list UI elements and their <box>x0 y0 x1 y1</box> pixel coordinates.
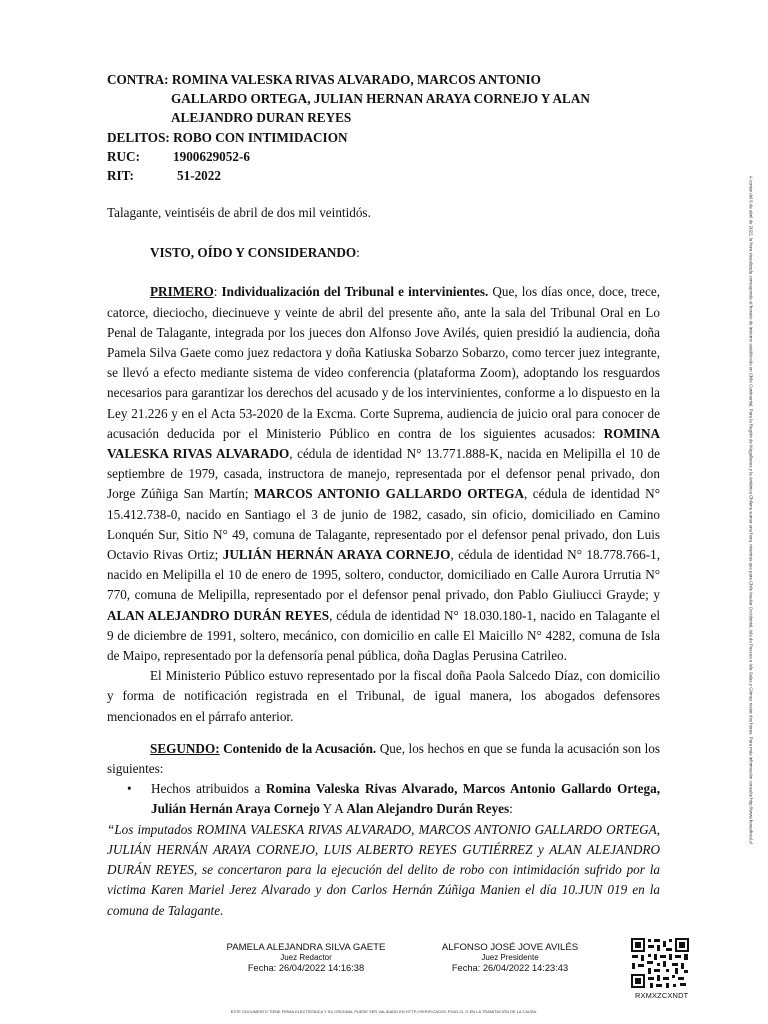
bullet-colon: : <box>509 801 513 817</box>
document-body <box>107 203 660 921</box>
list-item <box>107 779 660 819</box>
delitos-label: DELITOS: <box>107 129 170 145</box>
accused-3: JULIÁN HERNÁN ARAYA CORNEJO <box>222 547 451 563</box>
ruc-value: 1900629052-6 <box>173 148 250 164</box>
primero-title: Individualización del Tribunal e intervinientes. <box>221 284 489 300</box>
contra-line-2: GALLARDO ORTEGA, JULIAN HERNAN ARAYA CORNEJO Y ALAN <box>171 91 590 107</box>
delitos-value: ROBO CON INTIMIDACION <box>173 129 348 145</box>
segundo-paragraph <box>107 739 660 779</box>
signature-block-1 <box>216 943 396 973</box>
primero-sep: : <box>213 284 222 300</box>
signer-name: ALFONSO JOSÉ JOVE AVILÉS <box>441 942 579 953</box>
bullet-last: Alan Alejandro Durán Reyes <box>346 801 510 817</box>
signer-role: Juez Redactor <box>280 953 332 962</box>
segundo-text: Que, los hechos en que se funda la acusación son los siguientes: <box>107 740 660 777</box>
date-line: Talagante, veintiséis de abril de dos mil veintidós. <box>107 205 371 220</box>
primero-paragraph <box>107 282 660 666</box>
bullet-icon: • <box>127 781 132 797</box>
side-note-text: A contar del 5 de abril de 2022, la hora visualizada corresponde al horario de invierno establecido en Chile Continental. Para la Región de Magallanes y la Antártica Chilena sumar una hora, mientras que para Chile Insular Occidental, Isla de Pascua e Isla Salas y Gómez restar dos horas. Para más información consulte http://www.horaoficial.cl <box>748 175 754 845</box>
qr-code-icon <box>630 937 690 989</box>
primero-text-1: Que, los días once, doce, trece, catorce, dieciocho, diecinueve y veinte de abril del presente año, ante la sala del Tribunal Oral en Lo Penal de Talagante, integrada por los jueces don Alfonso Jove Avilés, quien presidió la audiencia, doña Pamela Silva Gaete como juez redactora y doña Katiuska Sobarzo Sobarzo, como tercer juez integrante, se llevó a efecto mediante sistema de video conferencia (plataforma Zoom), adoptando los resguardos necesarios para garantizar los derechos del acusado y de los intervinientes, conforme a lo dispuesto en la Ley 21.226 y en el Acta 53-2020 de la Excma. Corte Suprema, audiencia de juicio oral para conocer de acusación deducida por el Ministerio Público en contra de los siguientes acusados: <box>107 284 660 441</box>
facts-list <box>107 779 660 819</box>
bullet-names: Romina Valeska Rivas Alvarado, Marcos Antonio Gallardo Ortega, Julián Hernán Araya Cornejo <box>151 781 660 817</box>
accused-4: ALAN ALEJANDRO DURÁN REYES <box>107 607 330 623</box>
visto-text: VISTO, OÍDO Y CONSIDERANDO <box>150 245 357 261</box>
case-header <box>107 70 687 185</box>
contra-line-3: ALEJANDRO DURAN REYES <box>171 110 352 126</box>
primero-text-2: , cédula de identidad N° 13.771.888-K, nacida en Melipilla el 10 de septiembre de 1979, casada, instructora de manejo, representada por el defensor penal privado, don Jorge Zúñiga San Martín; <box>107 446 661 502</box>
visto-colon: : <box>356 245 360 261</box>
signer-name: PAMELA ALEJANDRA SILVA GAETE <box>226 942 386 953</box>
ruc-label: RUC: <box>107 148 140 164</box>
signer-role: Juez Presidente <box>481 953 539 962</box>
primero-label: PRIMERO <box>150 284 214 300</box>
rit-value: 51-2022 <box>177 168 221 184</box>
segundo-title: Contenido de la Acusación. <box>219 740 377 756</box>
signature-date: Fecha: 26/04/2022 14:23:43 <box>451 963 569 973</box>
segundo-label: SEGUNDO: <box>150 740 220 756</box>
qr-code-text: RXMXZCXNDT <box>635 991 689 1000</box>
ministerio-paragraph: El Ministerio Público estuvo representado por la fiscal doña Paola Salcedo Díaz, con domicilio y forma de notificación registrada en el Tribunal, de igual manera, los abogados defensores mencionados en el párrafo anterior. <box>107 668 660 724</box>
contra-line-1: ROMINA VALESKA RIVAS ALVARADO, MARCOS ANTONIO <box>171 72 541 87</box>
side-note <box>744 120 758 900</box>
bullet-pre: Hechos atribuidos a <box>151 781 266 797</box>
accused-1: ROMINA VALESKA RIVAS ALVARADO <box>107 425 660 462</box>
accusation-quote: “Los imputados ROMINA VALESKA RIVAS ALVARADO, MARCOS ANTONIO GALLARDO ORTEGA, JULIÁN HERNÁN ARAYA CORNEJO, LUIS ALBERTO REYES GUTIÉRREZ y ALAN ALEJANDRO DURÁN REYES, se concertaron para la ejecución del delito de robo con intimidación sufrido por la victima Karen Mariel Jerez Alvarado y don Carlos Hernán Zúñiga Manien el día 10.JUN 019 en la comuna de Talagante. <box>107 821 660 918</box>
visto-heading <box>107 243 660 263</box>
signature-date: Fecha: 26/04/2022 14:16:38 <box>247 963 365 973</box>
primero-text-4: , cédula de identidad N° 18.778.766-1, nacido en Melipilla el 10 de enero de 1995, soltero, conductor, domiciliado en Calle Aurora Urrutia N° 770, comuna de Melipilla, representado por el defensor penal privado, don Pablo Giuliucci Grayde; y <box>107 547 660 603</box>
signature-block-2 <box>420 943 600 973</box>
primero-text-3: , cédula de identidad N° 15.412.738-0, nacido en Santiago el 3 de junio de 1982, casado, sin oficio, domiciliado en Camino Lonquén Sur, Sitio N° 49, comuna de Talagante, representado por el defensor penal privado, don Luis Octavio Rivas Ortiz; <box>107 486 660 563</box>
rit-label: RIT: <box>107 168 134 184</box>
accused-2: MARCOS ANTONIO GALLARDO ORTEGA <box>253 486 524 502</box>
bullet-mid: Y A <box>319 801 347 817</box>
footer-notice: ESTE DOCUMENTO TIENE FIRMA ELECTRÓNICA Y SU ORIGINAL PUEDE SER VALIDADO EN HTTP://VERIFICADOC.PJUD.CL O EN LA TRAMITACIÓN DE LA CAUSA. <box>230 1010 538 1014</box>
primero-text-5: , cédula de identidad N° 18.030.180-1, nacido en Talagante el 9 de diciembre de 1991, soltero, mecánico, con domicilio en calle El Maicillo N° 4282, comuna de Isla de Maipo, representado por la defensoría penal pública, doña Daglas Perusina Catrileo. <box>107 607 661 664</box>
contra-label: CONTRA: <box>107 72 169 87</box>
